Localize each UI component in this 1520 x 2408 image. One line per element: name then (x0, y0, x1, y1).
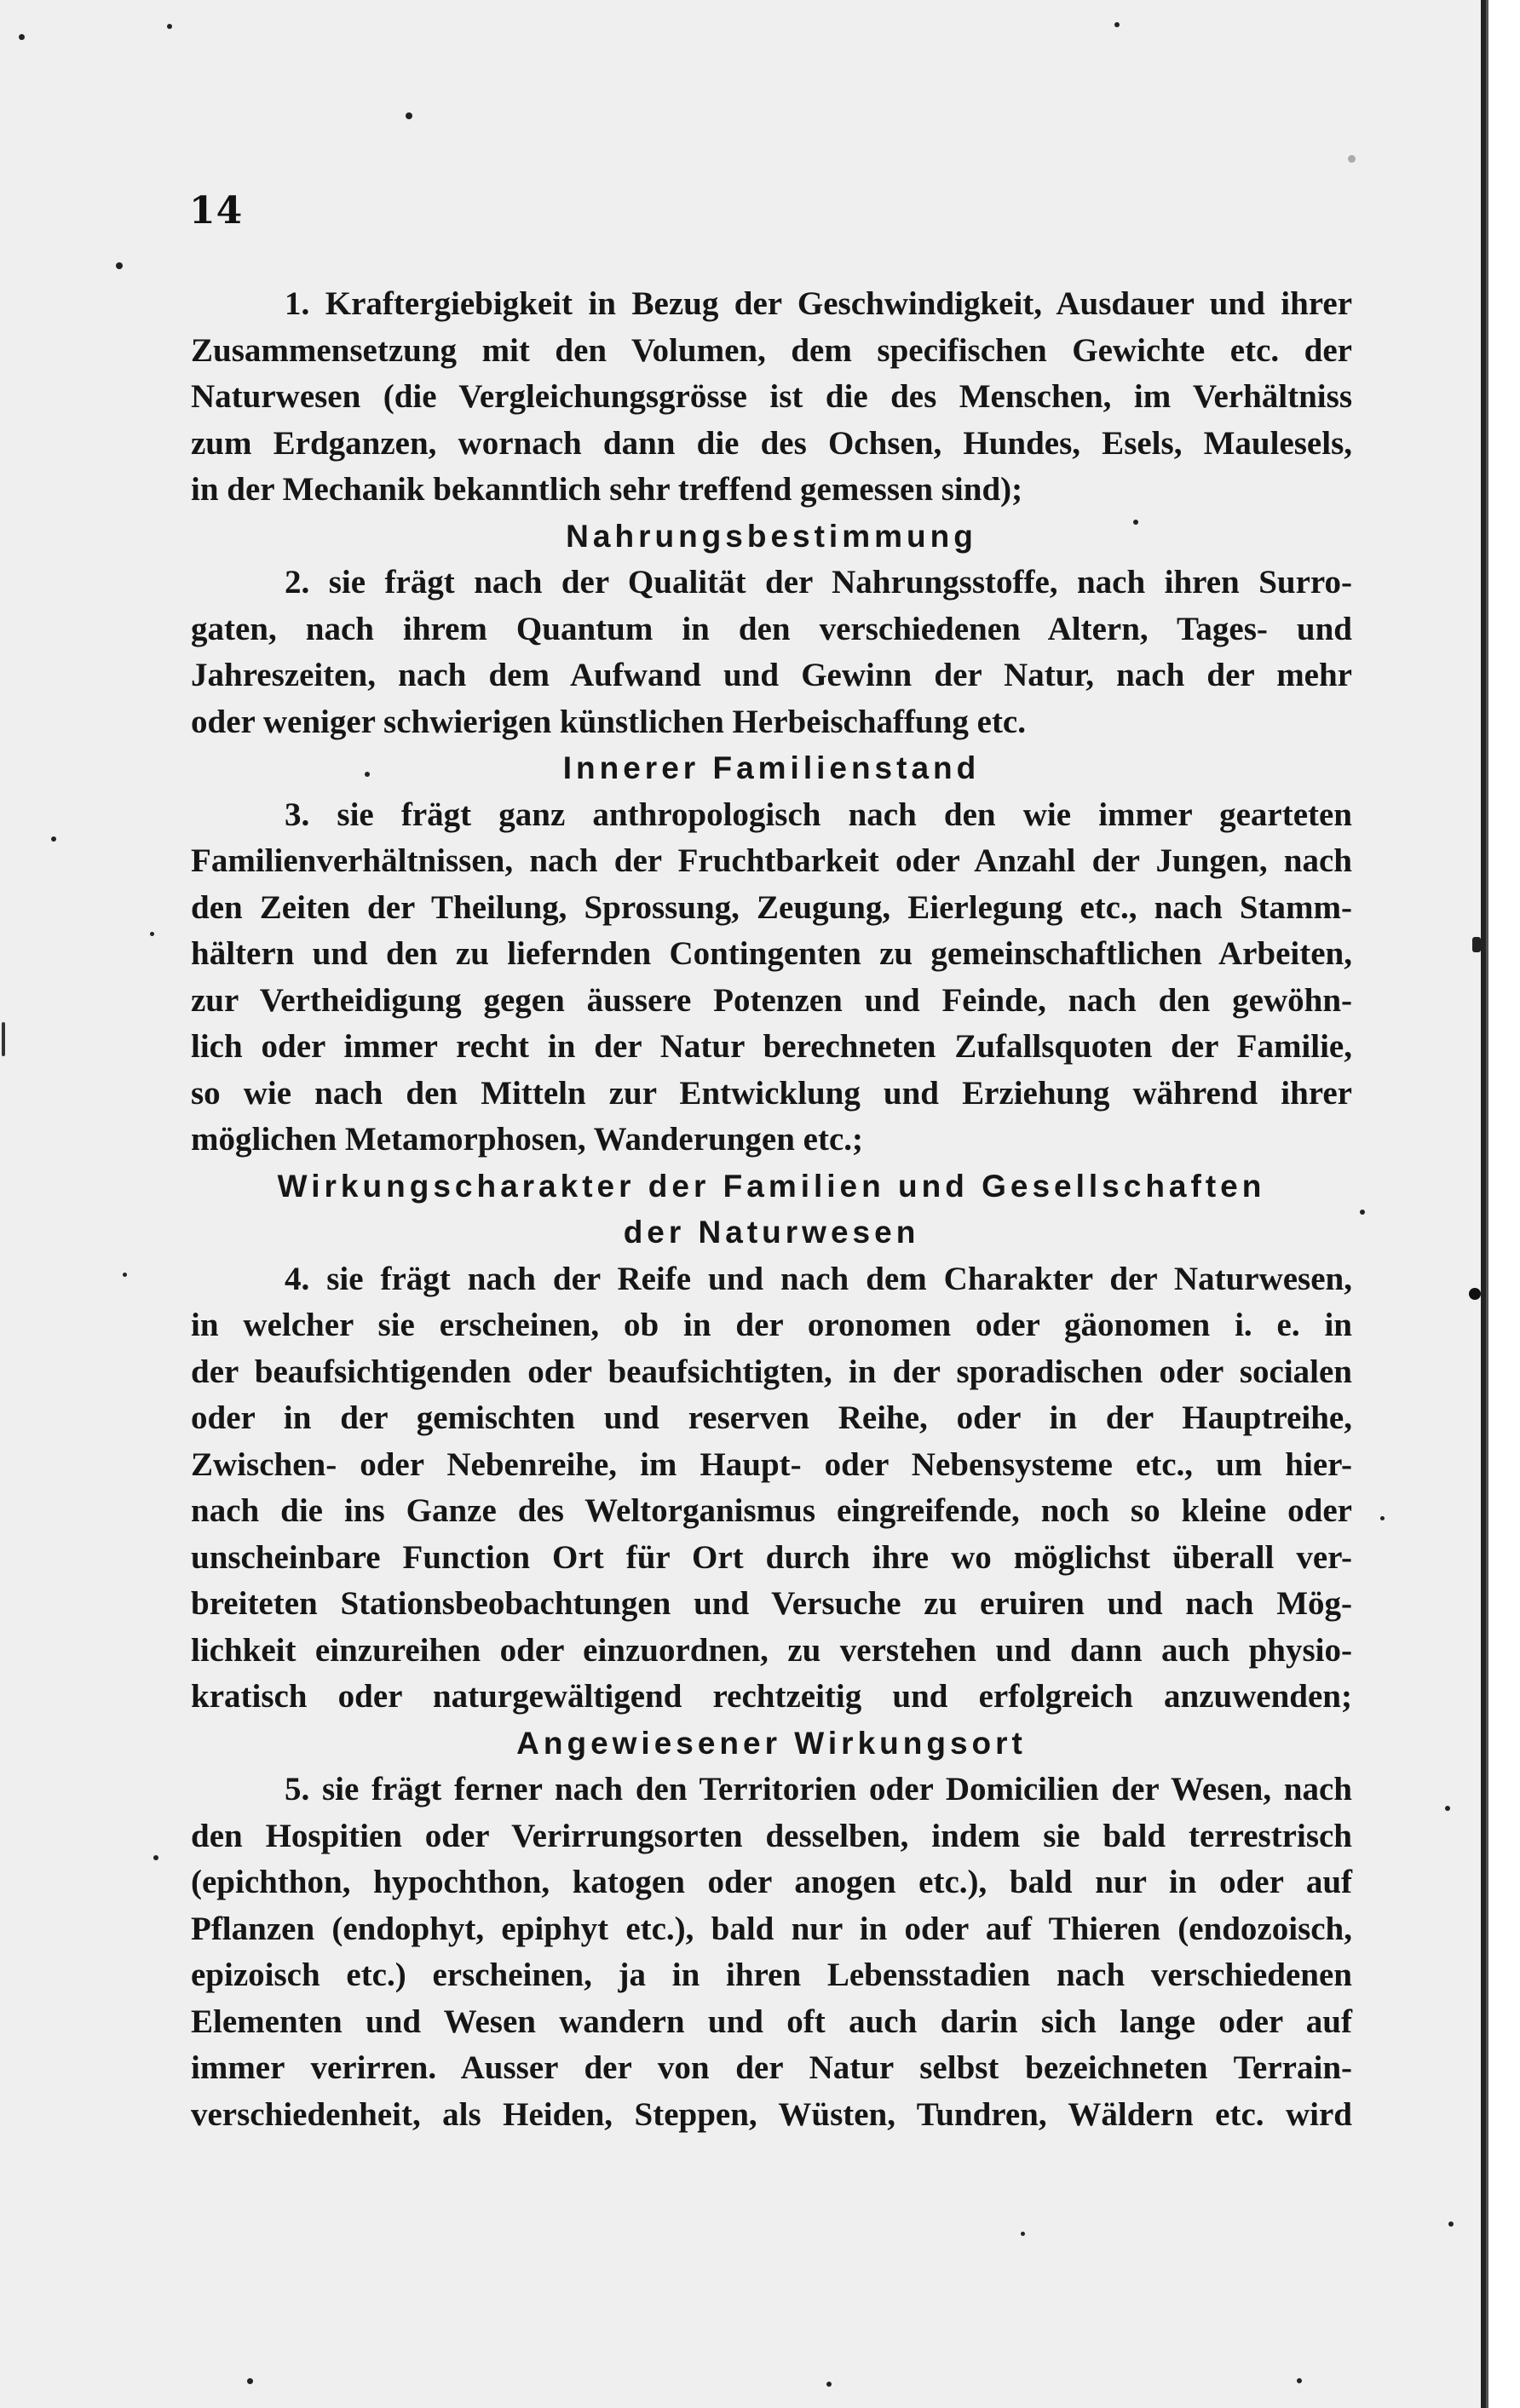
text-line: unscheinbare Function Ort für Ort durch ihre wo möglichst überall ver- (191, 1538, 1352, 1576)
paragraph-3 (191, 792, 1352, 1164)
scan-speck (406, 112, 412, 119)
scan-speck (1360, 1210, 1365, 1215)
text-line: möglichen Metamorphosen, Wanderungen etc.; (191, 1121, 863, 1158)
text-line: Elementen und Wesen wandern und oft auch darin sich lange oder auf (191, 2003, 1352, 2040)
scan-speck (123, 1273, 127, 1277)
text-line: Familienverhältnissen, nach der Fruchtbarkeit oder Anzahl der Jungen, nach (191, 842, 1352, 879)
section-heading-wirkungscharakter-cont: der Naturwesen (623, 1215, 920, 1250)
text-line: Zusammensetzung mit den Volumen, dem specifischen Gewichte etc. der (191, 331, 1352, 369)
text-line: in der Mechanik bekanntlich sehr treffend gemessen sind); (191, 471, 1023, 508)
scan-speck (150, 932, 154, 936)
scan-speck (167, 24, 172, 29)
scan-speck (1469, 1288, 1481, 1300)
text-line: verschiedenheit, als Heiden, Steppen, Wüsten, Tundren, Wäldern etc. wird (191, 2095, 1352, 2133)
scan-speck (1114, 22, 1120, 27)
text-line: nach die ins Ganze des Weltorganismus eingreifende, noch so kleine oder (191, 1492, 1352, 1529)
section-heading-wirkungscharakter: Wirkungscharakter der Familien und Gesellschaften (277, 1168, 1266, 1204)
scan-speck (1348, 155, 1356, 163)
text-line: 3. sie frägt ganz anthropologisch nach den wie immer gearteten (285, 796, 1352, 833)
text-line: Naturwesen (die Vergleichungsgrösse ist die des Menschen, im Verhältniss (191, 378, 1352, 415)
text-line: Pflanzen (endophyt, epiphyt etc.), bald nur in oder auf Thieren (endozoisch, (191, 1910, 1352, 1947)
scan-speck (19, 34, 25, 40)
page-number: 14 (189, 189, 244, 233)
paragraph-2 (191, 560, 1352, 745)
section-heading-familienstand: Innerer Familienstand (562, 750, 981, 785)
text-line: den Hospitien oder Verirrungsorten desselben, indem sie bald terrestrisch (191, 1817, 1352, 1854)
scan-speck (2, 1022, 5, 1056)
text-line: lichkeit einzureihen oder einzuordnen, zu verstehen und dann auch physio- (191, 1631, 1352, 1669)
scan-speck (1297, 2378, 1302, 2383)
scan-speck (1021, 2232, 1025, 2236)
text-line: 2. sie frägt nach der Qualität der Nahrungsstoffe, nach ihren Surro- (285, 564, 1352, 601)
text-line: kratisch oder naturgewältigend rechtzeitig und erfolgreich anzuwenden; (191, 1678, 1352, 1715)
text-line: 1. Kraftergiebigkeit in Bezug der Geschwindigkeit, Ausdauer und ihrer (285, 285, 1352, 322)
text-line: immer verirren. Ausser der von der Natur selbst bezeichneten Terrain- (191, 2049, 1352, 2086)
scan-speck (1380, 1516, 1385, 1520)
scan-speck (51, 836, 56, 842)
scan-speck (1448, 2221, 1454, 2227)
scan-speck (1472, 937, 1481, 952)
paragraph-5 (191, 1767, 1352, 2138)
text-line: Jahreszeiten, nach dem Aufwand und Gewinn der Natur, nach der mehr (191, 657, 1352, 693)
text-line: gaten, nach ihrem Quantum in den verschiedenen Altern, Tages- und (191, 610, 1352, 647)
text-line: zur Vertheidigung gegen äussere Potenzen und Feinde, nach den gewöhn- (191, 981, 1352, 1019)
text-line: lich oder immer recht in der Natur berechneten Zufallsquoten der Familie, (191, 1028, 1352, 1065)
text-line: der beaufsichtigenden oder beaufsichtigten, in der sporadischen oder socialen (191, 1353, 1352, 1390)
scan-speck (116, 262, 123, 269)
text-line: oder weniger schwierigen künstlichen Herbeischaffung etc. (191, 703, 1026, 740)
paragraph-1 (191, 281, 1352, 514)
text-line: epizoisch etc.) erscheinen, ja in ihren Lebensstadien nach verschiedenen (191, 1957, 1352, 1993)
text-line: Zwischen- oder Nebenreihe, im Haupt- oder Nebensysteme etc., um hier- (191, 1445, 1352, 1483)
text-line: (epichthon, hypochthon, katogen oder anogen etc.), bald nur in oder auf (191, 1864, 1352, 1900)
body-text (191, 281, 1352, 2138)
scan-speck (247, 2378, 253, 2384)
scan-speck (826, 2382, 832, 2387)
text-line: breiteten Stationsbeobachtungen und Versuche zu eruiren und nach Mög- (191, 1585, 1352, 1622)
section-heading-nahrungsbestimmung: Nahrungsbestimmung (566, 518, 977, 554)
paragraph-4 (191, 1256, 1352, 1721)
text-line: oder in der gemischten und reserven Reihe, oder in der Hauptreihe, (191, 1399, 1352, 1436)
text-line: 4. sie frägt nach der Reife und nach dem Charakter der Naturwesen, (285, 1260, 1352, 1297)
section-heading-wirkungsort: Angewiesener Wirkungsort (516, 1725, 1027, 1761)
text-line: hältern und den zu liefernden Contingenten zu gemeinschaftlichen Arbeiten, (191, 935, 1352, 972)
text-line: so wie nach den Mitteln zur Entwicklung und Erziehung während ihrer (191, 1074, 1352, 1112)
text-line: 5. sie frägt ferner nach den Territorien oder Domicilien der Wesen, nach (285, 1771, 1352, 1807)
text-line: zum Erdganzen, wornach dann die des Ochsen, Hundes, Esels, Maulesels, (191, 424, 1352, 462)
text-line: in welcher sie erscheinen, ob in der oronomen oder gäonomen i. e. in (191, 1307, 1352, 1343)
scan-speck (153, 1855, 158, 1860)
text-line: den Zeiten der Theilung, Sprossung, Zeugung, Eierlegung etc., nach Stamm- (191, 888, 1352, 926)
scan-margin-line (1486, 0, 1488, 2408)
scan-speck (1445, 1806, 1450, 1811)
scan-margin (1486, 0, 1520, 2408)
